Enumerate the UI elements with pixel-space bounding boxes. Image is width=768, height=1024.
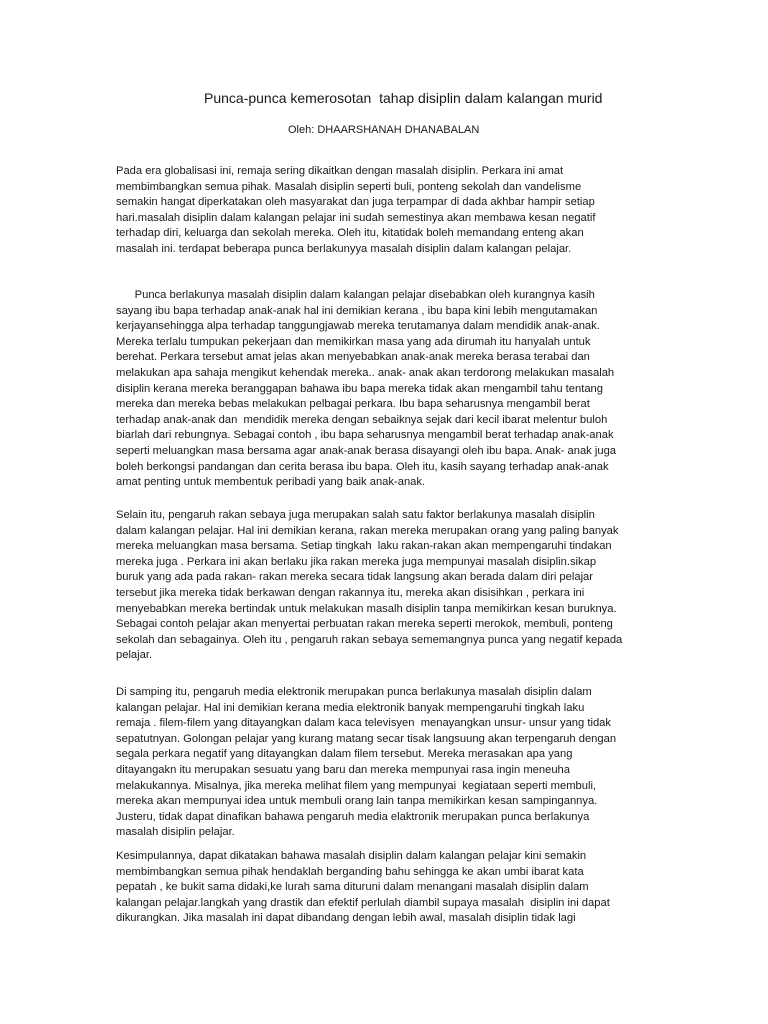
text-line: melakukan apa sahaja mengikut kehendak mereka.. anak- anak akan terdorong melakukan masalah (116, 366, 615, 379)
text-line: ditayangakn itu merupakan sesuatu yang baru dan mereka mempunyai rasa ingin meneuha (116, 763, 570, 776)
text-line: kalangan pelajar. Hal ini demikian kerana media elektronik banyak mempengaruhi tingkah laku (116, 701, 585, 714)
text-line: tersebut jika mereka tidak berkawan dengan rakannya itu, mereka akan disisihkan , perkara ini (116, 586, 585, 599)
text-line: masalah ini. terdapat beberapa punca berlakunyya masalah disiplin dalam kalangan pelajar. (116, 242, 572, 255)
text-line: mereka dan mereka bebas melakukan pelbagai perkara. Ibu bapa seharusnya mengambil berat (116, 398, 590, 411)
text-line: terhadap anak-anak dan mendidik mereka dengan sebaiknya sejak dari kecil ibarat melentur buloh (116, 413, 608, 426)
text-line: melakukannya. Misalnya, jika mereka melihat filem yang mempunyai kegiataan seperti membuli, (116, 779, 597, 792)
text-line: pelajar. (116, 649, 153, 662)
text-line: buruk yang ada pada rakan- rakan mereka secara tidak langsung akan berada dalam diri pelajar (116, 571, 594, 584)
text-line: kerjayansehingga alpa terhadap tanggungjawab mereka terutamanya dalam mendidik anak-anak. (116, 320, 600, 333)
paragraph-electronic-media (116, 685, 656, 841)
text-line: kalangan pelajar.langkah yang drastik dan efektif perlulah diambil supaya masalah disiplin ini dapat (116, 896, 610, 909)
text-line: boleh berkongsi pandangan dan cerita berasa ibu bapa. Oleh itu, kasih sayang terhadap anak-anak (116, 460, 609, 473)
paragraph-peer-influence (116, 508, 656, 664)
text-line: berehat. Perkara tersebut amat jelas akan menyebabkan anak-anak mereka berasa terabai dan (116, 351, 590, 364)
text-line: menyebabkan mereka bertindak untuk melakukan masalh disiplin tanpa memikirkan kesan buruknya. (116, 602, 617, 615)
text-line: dalam kalangan pelajar. Hal ini demikian kerana, rakan mereka merupakan orang yang paling banyak (116, 524, 619, 537)
text-line: membimbangkan semua pihak hendaklah berganding bahu sehingga ke akan umbi ibarat kata (116, 865, 584, 878)
text-line: Kesimpulannya, dapat dikatakan bahawa masalah disiplin dalam kalangan pelajar kini semakin (116, 850, 587, 862)
text-line: remaja . filem-filem yang ditayangkan dalam kaca televisyen menayangkan unsur- unsur yang tidak (116, 717, 611, 730)
paragraph-parental-love (116, 288, 656, 491)
text-line: segala perkara negatif yang ditayangkan dalam filem tersebut. Mereka merasakan apa yang (116, 748, 573, 761)
text-line: seperti meluangkan masa bersama agar anak-anak berasa disayangi oleh ibu bapa. Anak- anak juga (116, 444, 617, 457)
text-line: dikurangkan. Jika masalah ini dapat dibandang dengan lebih awal, masalah disiplin tidak lagi (116, 912, 576, 925)
text-line: Di samping itu, pengaruh media elektronik merupakan punca berlakunya masalah disiplin dalam (116, 686, 592, 698)
text-line: sayang ibu bapa terhadap anak-anak hal ini demikian kerana , ibu bapa kini lebih mengutamakan (116, 304, 598, 317)
text-line: disiplin kerana mereka beranggapan bahawa ibu bapa mereka tidak akan mengambil tahu tentang (116, 382, 603, 395)
author-line: Oleh: DHAARSHANAH DHANABALAN (288, 124, 480, 136)
text-line: terhadap diri, keluarga dan sekolah mereka. Oleh itu, kitatidak boleh memandang enteng akan (116, 227, 584, 240)
text-line: amat penting untuk membentuk peribadi yang baik anak-anak. (116, 476, 426, 489)
text-line: Mereka terlalu tumpukan pekerjaan dan memikirkan masa yang ada dirumah itu hanyalah untuk (116, 335, 591, 348)
text-line: masalah disiplin pelajar. (116, 826, 235, 839)
text-line: sekolah dan sebagainya. Oleh itu , pengaruh rakan sebaya sememangnya punca yang negatif kepada (116, 633, 623, 646)
text-line: biarlah dari rebungnya. Sebagai contoh , ibu bapa seharusnya mengambil berat terhadap anak-anak (116, 429, 614, 442)
document-title: Punca-punca kemerosotan tahap disiplin dalam kalangan murid (204, 90, 603, 106)
text-line: hari.masalah disiplin dalam kalangan pelajar ini sudah semestinya akan membawa kesan negatif (116, 211, 596, 224)
text-line: membimbangkan semua pihak. Masalah disiplin seperti buli, ponteng sekolah dan vandelisme (116, 180, 582, 193)
text-line: Pada era globalisasi ini, remaja sering dikaitkan dengan masalah disiplin. Perkara ini amat (116, 165, 564, 177)
text-line: Punca berlakunya masalah disiplin dalam kalangan pelajar disebabkan oleh kurangnya kasih (116, 289, 595, 301)
text-line: semakin hangat diperkatakan oleh masyarakat dan juga terpampar di dada akhbar hampir setiap (116, 196, 595, 209)
text-line: Justeru, tidak dapat dinafikan bahawa pengaruh media elaktronik merupakan punca berlakunya (116, 810, 590, 823)
text-line: mereka juga . Perkara ini akan berlaku jika rakan mereka juga mempunyai masalah disiplin.sikap (116, 555, 597, 568)
paragraph-introduction (116, 164, 656, 258)
text-line: Sebagai contoh pelajar akan menyertai perbuatan rakan mereka seperti merokok, membuli, ponteng (116, 618, 613, 631)
text-line: Selain itu, pengaruh rakan sebaya juga merupakan salah satu faktor berlakunya masalah disiplin (116, 509, 595, 521)
text-line: pepatah , ke bukit sama didaki,ke lurah sama dituruni dalam menangani masalah disiplin dalam (116, 881, 589, 894)
text-line: sepatutnyan. Golongan pelajar yang kurang matang secar tisak langsuung akan terpengaruh dengan (116, 732, 617, 745)
text-line: mereka meluangkan masa bersama. Setiap tingkah laku rakan-rakan akan mempengaruhi tindakan (116, 540, 612, 553)
paragraph-conclusion (116, 849, 656, 927)
text-line: mereka akan mempunyai idea untuk membuli orang lain tanpa memikirkan kesan sampingannya. (116, 795, 598, 808)
